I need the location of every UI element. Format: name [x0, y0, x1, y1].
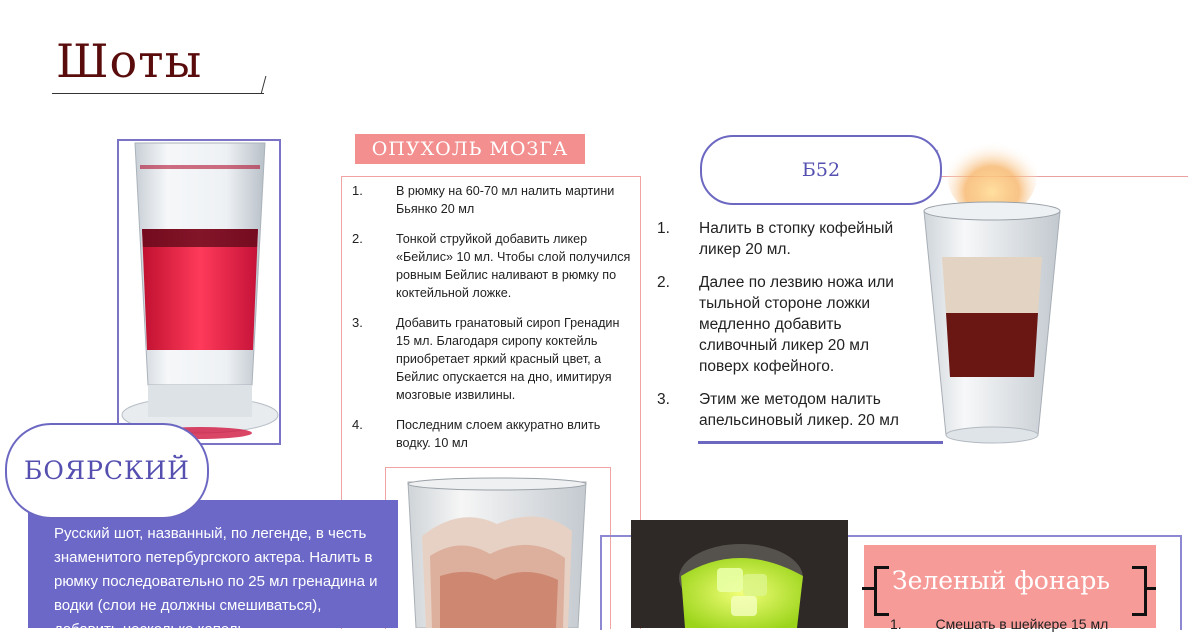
green-lantern-photo: [631, 520, 848, 628]
list-item: [657, 218, 917, 260]
green-lantern-glass-image: [631, 520, 848, 628]
brain-tumor-shot-image: [400, 476, 595, 628]
step-text: Последним слоем аккуратно влить водку. 10 мл: [396, 418, 601, 450]
step-number: 3.: [352, 315, 363, 330]
list-item: [657, 389, 917, 431]
bracket-dash-right: [1144, 587, 1156, 590]
b52-underline: [698, 441, 943, 444]
step-text: Налить в стопку кофейный ликер 20 мл.: [699, 220, 894, 258]
b52-title: Б52: [700, 135, 942, 205]
list-item: [352, 230, 634, 302]
bracket-left: [874, 566, 889, 616]
boyarsky-description: Русский шот, названный, по легенде, в честь знаменитого петербургского актера. Налить в рюмку последовательно по 25 мл гренадина и водки (слои не должны смешиваться), добавить несколько капель: [54, 525, 378, 638]
step-number: 3.: [657, 391, 670, 408]
step-number: 2.: [657, 274, 670, 291]
red-shot-glass-image: [110, 135, 290, 445]
brain-tumor-steps: [352, 182, 634, 464]
step-number: 2.: [352, 231, 363, 246]
step-number: 4.: [352, 417, 363, 432]
list-item: [657, 272, 917, 377]
boyarsky-title: БОЯРСКИЙ: [5, 423, 209, 519]
step-text: Тонкой струйкой добавить ликер «Бейлис» 10 мл. Чтобы слой получился ровным Бейлис наливают в рюмку по коктейльной ложке.: [396, 232, 631, 300]
green-lantern-title: Зеленый фонарь: [892, 566, 1111, 595]
bracket-dash-left: [862, 587, 874, 590]
b52-shot-image: [918, 135, 1066, 447]
step-text: Этим же методом налить апельсиновый ликер. 20 мл: [699, 391, 899, 429]
b52-steps: [657, 218, 917, 443]
green-lantern-step-1: [890, 616, 1108, 632]
step-text: Смешать в шейкере 15 мл: [935, 616, 1109, 632]
step-text: Далее по лезвию ножа или тыльной стороне ложки медленно добавить сливочный ликер 20 мл поверх кофейного.: [699, 274, 894, 375]
list-item: [352, 314, 634, 404]
step-number: 1.: [657, 220, 670, 237]
list-item: [352, 416, 634, 452]
page-title: Шоты: [56, 34, 203, 88]
bracket-right: [1132, 566, 1147, 616]
list-item: [352, 182, 634, 218]
step-number: 1.: [890, 616, 902, 632]
title-underline-tick: [261, 76, 267, 94]
step-text: В рюмку на 60-70 мл налить мартини Бьянко 20 мл: [396, 184, 615, 216]
step-number: 1.: [352, 183, 363, 198]
title-underline: [52, 93, 264, 94]
brain-tumor-title: ОПУХОЛЬ МОЗГА: [355, 134, 585, 164]
step-text: Добавить гранатовый сироп Гренадин 15 мл. Благодаря сиропу коктейль приобретает яркий красный цвет, а Бейлис опускается на дно, имитируя мозговые извилины.: [396, 316, 620, 402]
